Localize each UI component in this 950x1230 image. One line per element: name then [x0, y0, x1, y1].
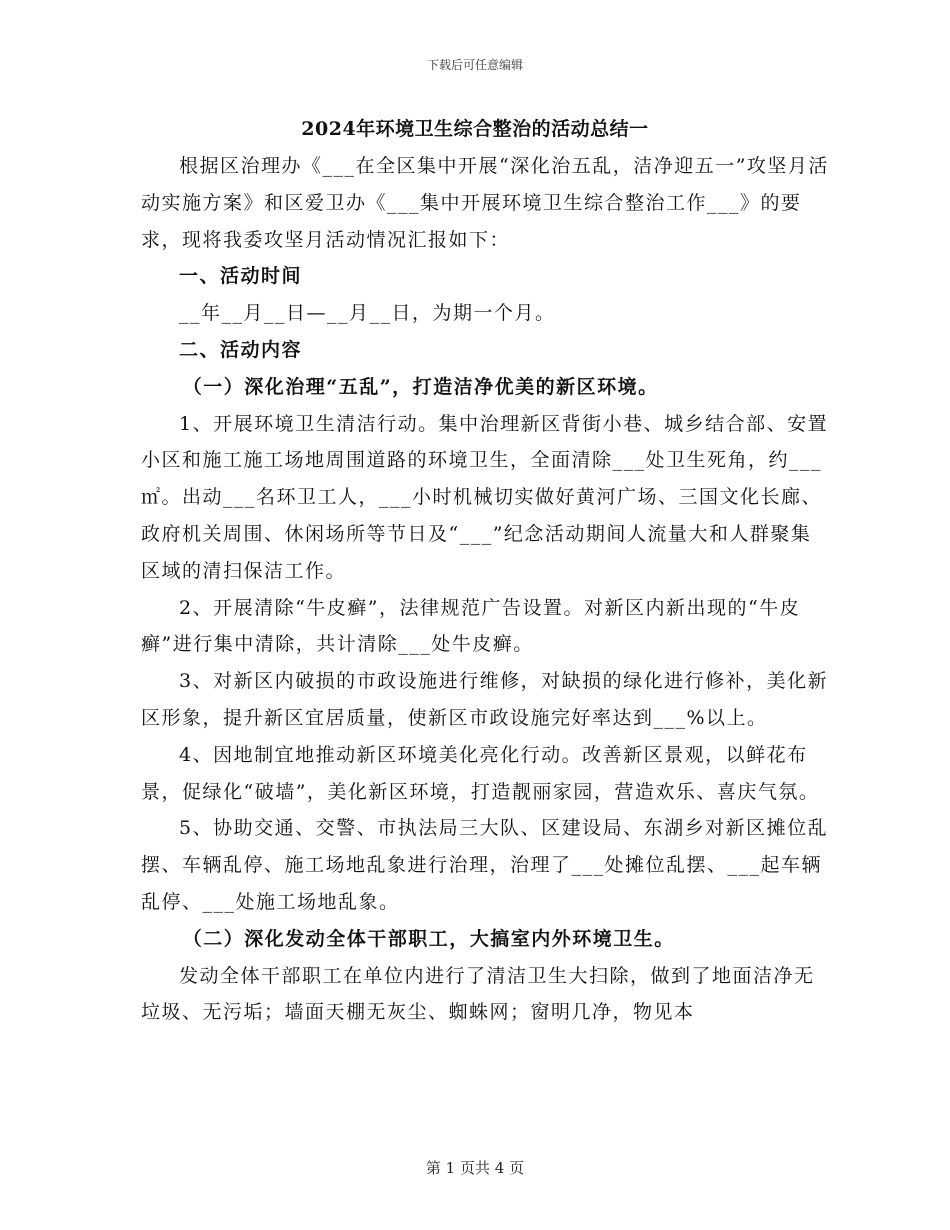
download-note: 下载后可任意编辑: [426, 58, 523, 72]
paragraph-item-4: 4、因地制宜地推动新区环境美化亮化行动。改善新区景观，以鲜花布景，促绿化“破墙”，美化新区环境，打造靓丽家园，营造欢乐、喜庆气氛。: [141, 743, 820, 803]
paragraph-item-5: 5、协助交通、交警、市执法局三大队、区建设局、东湖乡对新区摊位乱摆、车辆乱停、施工场地乱象进行治理，治理了___处摊位乱摆、___起车辆乱停、___处施工场地乱象。: [141, 817, 829, 913]
subsection-heading-staff-cleaning: （二）深化发动全体干部职工，大搞室内外环境卫生。: [182, 927, 675, 950]
paragraph-intro: 根据区治理办《___在全区集中开展“深化治五乱，洁净迎五一”攻坚月活动实施方案》和区爱卫办《___集中开展环境卫生综合整治工作___》的要求，现将我委攻坚月活动情况汇报如下：: [141, 155, 829, 251]
paragraph-item-1: 1、开展环境卫生清洁行动。集中治理新区背街小巷、城乡结合部、安置小区和施工施工场地周围道路的环境卫生，全面清除___处卫生死角，约___㎡。出动___名环卫工人，___小时机械切实做好黄河广场、三国文化长廊、政府机关周围、休闲场所等节日及“___”纪念活动期间人流量大和人群聚集区域的清扫保洁工作。: [141, 412, 829, 582]
section-heading-activity-time: 一、活动时间: [179, 265, 303, 288]
subsection-heading-five-chaos: （一）深化治理“五乱”，打造洁净优美的新区环境。: [182, 375, 659, 398]
paragraph-item-3: 3、对新区内破损的市政设施进行维修，对缺损的绿化进行修补，美化新区形象，提升新区宜居质量，使新区市政设施完好率达到___%以上。: [141, 670, 829, 729]
paragraph-item-2: 2、开展清除“牛皮癣”，法律规范广告设置。对新区内新出现的“牛皮癣”进行集中清除，共计清除___处牛皮癣。: [141, 596, 801, 656]
paragraph-activity-period: __年__月__日—__月__日，为期一个月。: [179, 302, 556, 325]
section-heading-activity-content: 二、活动内容: [179, 338, 303, 361]
paragraph-staff-cleaning: 发动全体干部职工在单位内进行了清洁卫生大扫除，做到了地面洁净无垃圾、无污垢；墙面天棚无灰尘、蜘蛛网；窗明几净，物见本: [141, 964, 815, 1024]
document-body: [141, 148, 831, 1031]
document-title: 2024年环境卫生综合整治的活动总结一: [301, 118, 649, 140]
page-footer: 第 1 页共 4 页: [425, 1159, 525, 1177]
